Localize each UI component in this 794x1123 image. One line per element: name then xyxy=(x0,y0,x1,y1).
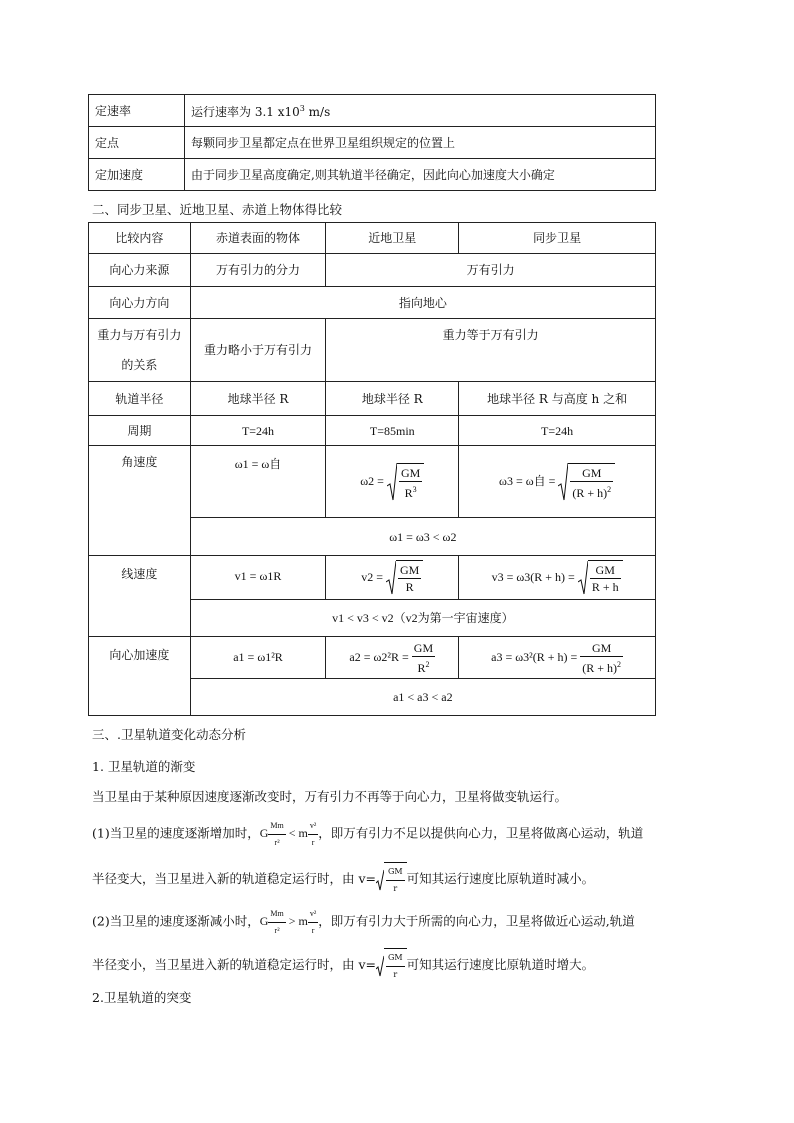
table-row xyxy=(89,382,656,416)
row-label: 周期 xyxy=(89,416,191,446)
paragraph-2-line-2: 半径变大，当卫星进入新的轨道稳定运行时，由 v= $\frac{GM}{r}$ 可知其运行速度比原轨道时减小。 xyxy=(92,862,704,897)
cell: 地球半径 R xyxy=(326,382,459,416)
cell: 万有引力的分力 xyxy=(190,254,326,287)
row-label: 线速度 xyxy=(89,556,191,637)
header-equator-object: 赤道表面的物体 xyxy=(190,223,326,254)
sqrt-formula: $\frac{GM}{R}$ xyxy=(386,560,423,596)
table-row xyxy=(89,556,656,600)
comparison-cell: a1 < a3 < a2 xyxy=(190,679,655,716)
row-value: 每颗同步卫星都定点在世界卫星组织规定的位置上 xyxy=(185,127,656,159)
cell: v2 = $\frac{GM}{R}$ xyxy=(326,556,459,600)
comparison-cell: ω1 = ω3 < ω2 xyxy=(190,518,655,556)
radical-sign xyxy=(558,462,568,502)
sync-satellite-properties-table xyxy=(88,94,656,191)
cell: a3 = ω3²(R + h) = $\frac{GM}{(R + h)^2}$ xyxy=(459,637,656,679)
row-label: 重力与万有引力的关系 xyxy=(89,319,191,382)
header-near-earth-satellite: 近地卫星 xyxy=(326,223,459,254)
cell: 指向地心 xyxy=(190,287,655,319)
table-row xyxy=(89,95,656,127)
table-row xyxy=(89,416,656,446)
row-label: 向心力来源 xyxy=(89,254,191,287)
sqrt-formula: $\frac{GM}{(R + h)^2}$ xyxy=(558,462,615,502)
row-label: 向心加速度 xyxy=(89,637,191,716)
row-label: 定点 xyxy=(89,127,185,159)
row-label: 向心力方向 xyxy=(89,287,191,319)
table-row xyxy=(89,446,656,518)
table-header-row xyxy=(89,223,656,254)
cell: v1 = ω1R xyxy=(190,556,326,600)
paragraph-3-line-1: (2)当卫星的速度逐渐减小时，G $\frac{Mm}{\text{r²}}$ > m $\frac{\text{v²}}{r}$ ，即万有引力大于所需的向心力，卫星将做近心运动,轨道 xyxy=(92,906,704,939)
cell: ω2 = $\frac{GM}{R^3}$ xyxy=(326,446,459,518)
comparison-cell: v1 < v3 < v2（v2为第一宇宙速度） xyxy=(190,600,655,637)
sqrt-formula: $\frac{GM}{R^3}$ xyxy=(387,462,424,502)
subsection-1-title: 1. 卫星轨道的渐变 xyxy=(92,759,196,774)
paragraph-1: 当卫星由于某种原因速度逐渐改变时，万有引力不再等于向心力，卫星将做变轨运行。 xyxy=(92,789,568,804)
table-row xyxy=(89,127,656,159)
cell: 重力等于万有引力 xyxy=(326,319,656,382)
table-row xyxy=(89,287,656,319)
row-label: 定速率 xyxy=(89,95,185,127)
cell: a2 = ω2²R = $\frac{GM}{R^2}$ xyxy=(326,637,459,679)
row-value: 由于同步卫星高度确定,则其轨道半径确定，因此向心加速度大小确定 xyxy=(185,159,656,191)
table-row xyxy=(89,254,656,287)
cell: T=24h xyxy=(190,416,326,446)
header-compare: 比较内容 xyxy=(89,223,191,254)
table-row xyxy=(89,319,656,382)
cell: v3 = ω3(R + h) = $\frac{GM}{R + h}$ xyxy=(459,556,656,600)
radical-sign xyxy=(376,955,384,977)
comparison-table xyxy=(88,222,656,716)
row-label: 轨道半径 xyxy=(89,382,191,416)
cell: T=24h xyxy=(459,416,656,446)
row-label: 定加速度 xyxy=(89,159,185,191)
cell: 重力略小于万有引力 xyxy=(190,319,326,382)
paragraph-3-line-2: 半径变小，当卫星进入新的轨道稳定运行时，由 v= $\frac{GM}{r}$ 可知其运行速度比原轨道时增大。 xyxy=(92,948,704,983)
sqrt-formula: $\frac{GM}{R + h}$ xyxy=(578,560,623,596)
cell: 万有引力 xyxy=(326,254,656,287)
cell: ω1 = ω自 xyxy=(190,446,326,518)
table-row xyxy=(89,637,656,679)
radical-sign xyxy=(578,560,588,596)
table-row xyxy=(89,159,656,191)
radical-sign xyxy=(386,560,396,596)
cell: 地球半径 R 与高度 h 之和 xyxy=(459,382,656,416)
row-label: 角速度 xyxy=(89,446,191,556)
row-value: 运行速率为 3.1 $x10^3$ m/s xyxy=(185,95,656,127)
radical-sign xyxy=(376,869,384,891)
section-2-title: 二、同步卫星、近地卫星、赤道上物体得比较 xyxy=(92,202,343,217)
section-3-title: 三、.卫星轨道变化动态分析 xyxy=(92,727,246,742)
cell: 地球半径 R xyxy=(190,382,326,416)
cell: T=85min xyxy=(326,416,459,446)
cell: a1 = ω1²R xyxy=(190,637,326,679)
paragraph-2-line-1: (1)当卫星的速度逐渐增加时，G $\frac{Mm}{\text{r²}}$ < m $\frac{\text{v²}}{r}$ ，即万有引力不足以提供向心力，卫星将做离心运动，轨道 xyxy=(92,818,704,851)
radical-sign xyxy=(387,462,397,502)
subsection-2-title: 2.卫星轨道的突变 xyxy=(92,990,192,1005)
cell: ω3 = ω自 = $\frac{GM}{(R + h)^2}$ xyxy=(459,446,656,518)
header-sync-satellite: 同步卫星 xyxy=(459,223,656,254)
